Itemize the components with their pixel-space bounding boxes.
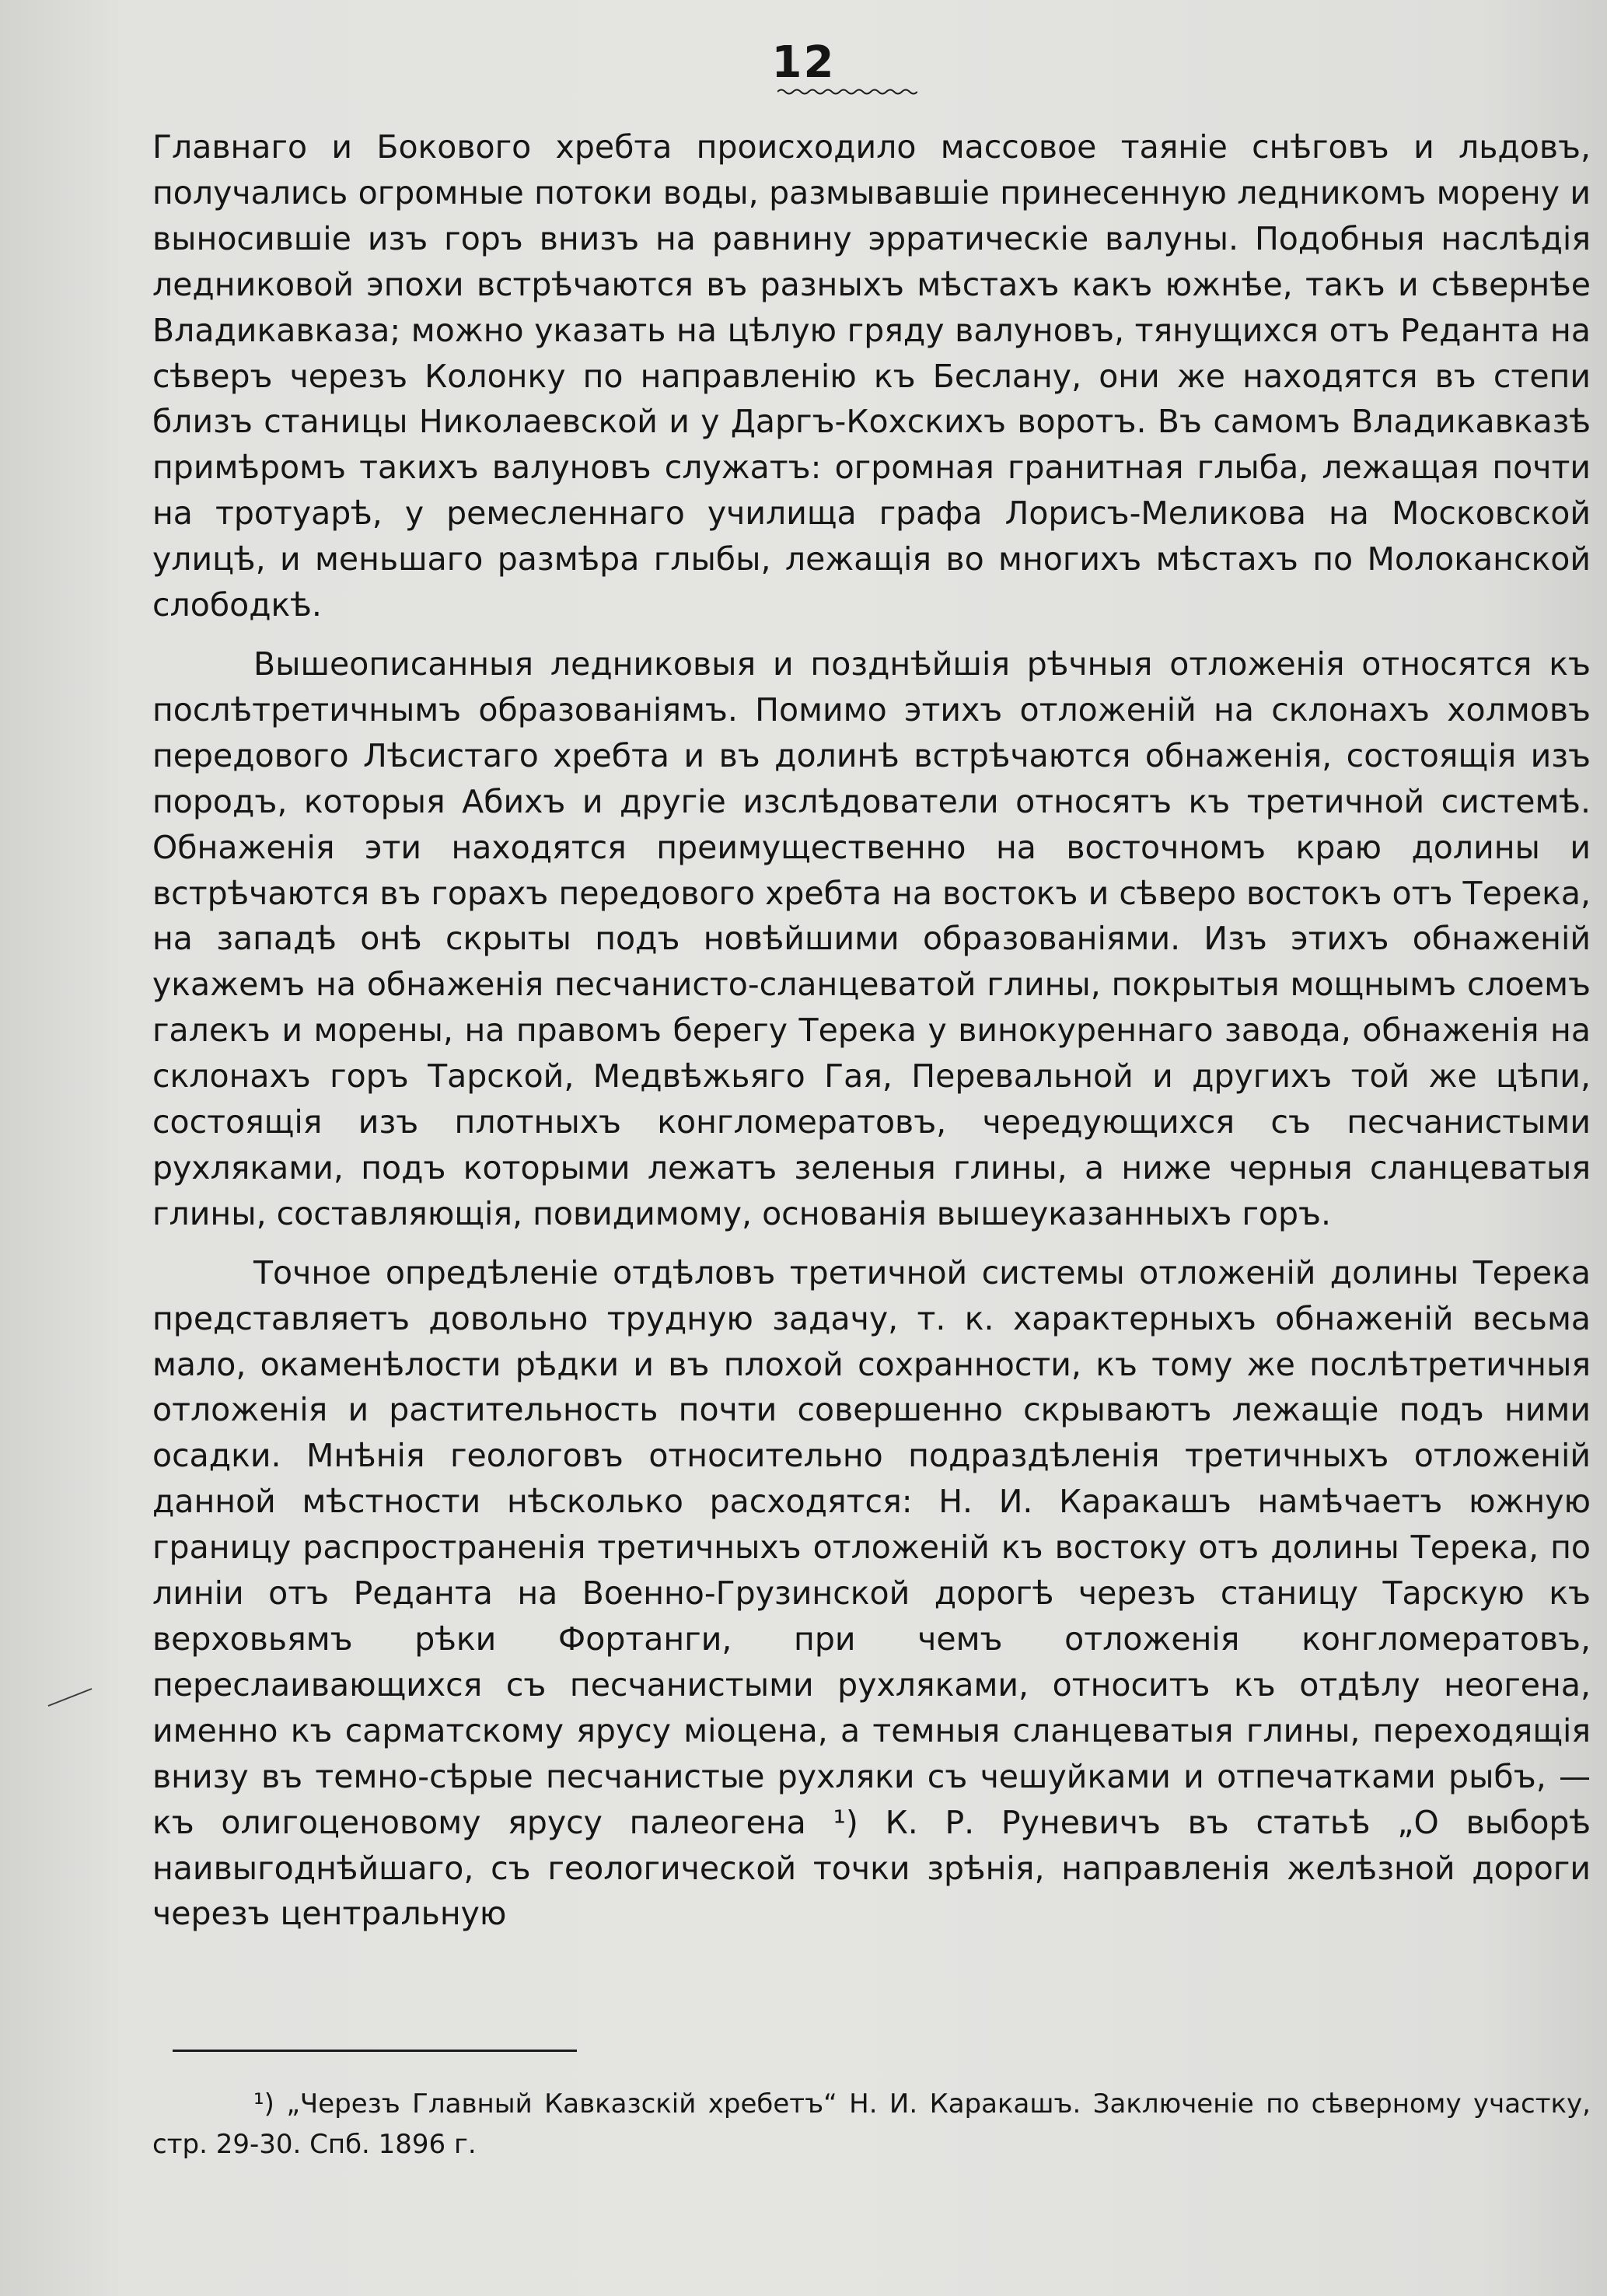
pencil-margin-mark [47,1686,93,1709]
body-text [152,124,1591,1950]
footnote: ¹) „Черезъ Главный Кавказскій хребетъ“ Н. И. Каракашъ. Заключеніе по сѣверному участку, стр. 29-30. Спб. 1896 г. [152,2088,1591,2160]
page-number: 12 [771,37,836,88]
paragraph-1: Главнаго и Бокового хребта происходило массовое таяніе снѣговъ и льдовъ, получались огромные потоки воды, размывавшіе принесенную ледникомъ морену и выносившіе изъ горъ внизъ на равнину эрратическіе валуны. Подобныя наслѣдія ледниковой эпохи встрѣчаются въ разныхъ мѣстахъ какъ южнѣе, такъ и сѣвернѣе Владикавказа; можно указать на цѣлую гряду валуновъ, тянущихся отъ Реданта на сѣверъ черезъ Колонку по направленію къ Беслану, они же находятся въ степи близъ станицы Николаевской и у Даргъ-Кохскихъ воротъ. Въ самомъ Владикавказѣ примѣромъ такихъ валуновъ служатъ: огромная гранитная глыба, лежащая почти на тротуарѣ, у ремесленнаго училища графа Лорисъ-Меликова на Московской улицѣ, и меньшаго размѣра глыбы, лежащія во многихъ мѣстахъ по Молоканской слободкѣ. [152,128,1591,624]
wavy-rule-ornament [777,87,917,96]
paragraph-2: Вышеописанныя ледниковыя и позднѣйшія рѣчныя отложенія относятся къ послѣтретичнымъ образованіямъ. Помимо этихъ отложеній на склонахъ холмовъ передового Лѣсистаго хребта и въ долинѣ встрѣчаются обнаженія, состоящія изъ породъ, которыя Абихъ и другіе изслѣдователи относятъ къ третичной системѣ. Обнаженія эти находятся преимущественно на восточномъ краю долины и встрѣчаются въ горахъ передового хребта на востокъ и сѣверо востокъ отъ Терека, на западѣ онѣ скрыты подъ новѣйшими образованіями. Изъ этихъ обнаженій укажемъ на обнаженія песчанисто-сланцеватой глины, покрытыя мощнымъ слоемъ галекъ и морены, на правомъ берегу Терека у винокуреннаго завода, обнаженія на склонахъ горъ Тарской, Медвѣжьяго Гая, Перевальной и другихъ той же цѣпи, состоящія изъ плотныхъ конгломератовъ, чередующихся съ песчанистыми рухляками, подъ которыми лежатъ зеленыя глины, а ниже черныя сланцеватыя глины, составляющія, повидимому, основанія вышеуказанныхъ горъ. [152,645,1591,1232]
paragraph-3: Точное опредѣленіе отдѣловъ третичной системы отложеній долины Терека представляетъ довольно трудную задачу, т. к. характерныхъ обнаженій весьма мало, окаменѣлости рѣдки и въ плохой сохранности, къ тому же послѣтретичныя отложенія и растительность почти совершенно скрываютъ лежащіе подъ ними осадки. Мнѣнія геологовъ относительно подраздѣленія третичныхъ отложеній данной мѣстности нѣсколько расходятся: Н. И. Каракашъ намѣчаетъ южную границу распространенія третичныхъ отложеній къ востоку отъ долины Терека, по линіи отъ Реданта на Военно-Грузинской дорогѣ черезъ станицу Тарскую къ верховьямъ рѣки Фортанги, при чемъ отложенія конгломератовъ, переслаивающихся съ песчанистыми рухляками, относитъ къ отдѣлу неогена, именно къ сарматскому ярусу міоцена, а темныя сланцеватыя глины, переходящія внизу въ темно-сѣрые песчанистые рухляки съ чешуйками и отпечатками рыбъ, — къ олигоценовому ярусу палеогена ¹) К. Р. Руневичъ въ статьѣ „О выборѣ наивыгоднѣйшаго, съ геологической точки зрѣнія, направленія желѣзной дороги черезъ центральную [152,1253,1591,1933]
footnote-divider [173,2050,577,2052]
